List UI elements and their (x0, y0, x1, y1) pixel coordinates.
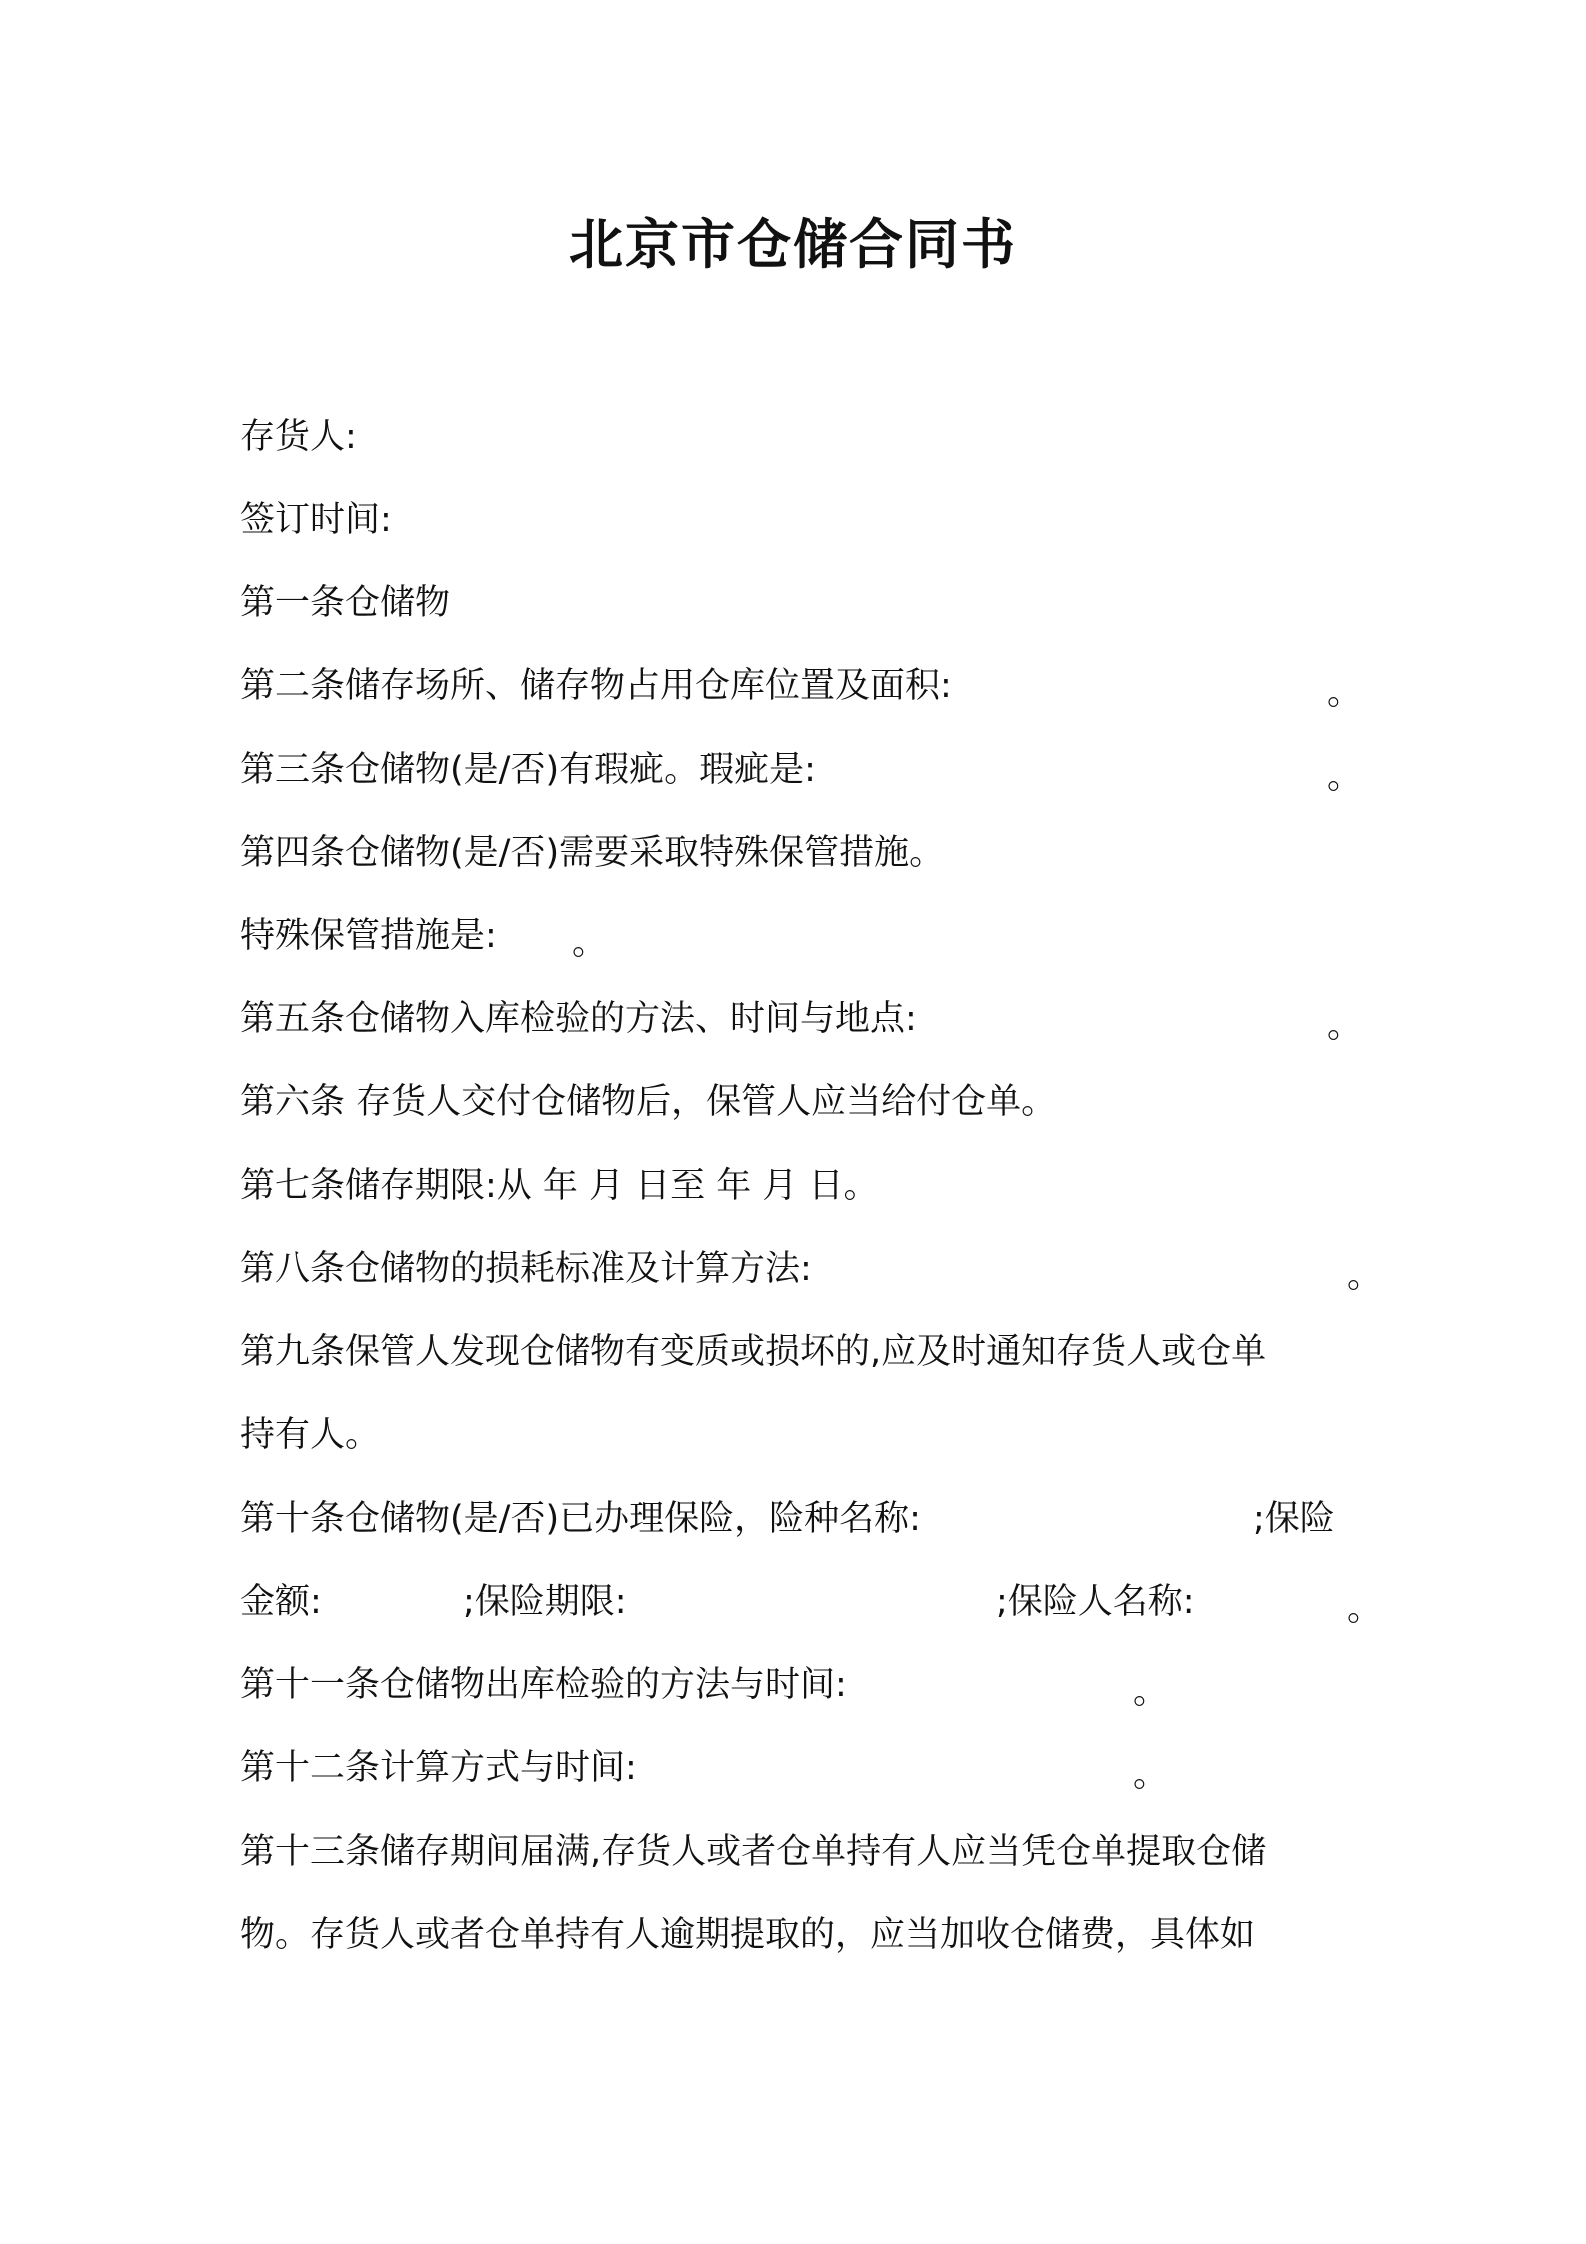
article-2-end-mark: 。 (1327, 673, 1363, 713)
article-4-special-measures: 特殊保管措施是: (240, 916, 497, 956)
depositor-line: 存货人: (240, 417, 357, 457)
article-10-insurer-label: ;保险人名称: (996, 1582, 1195, 1622)
article-13-line-2: 物。存货人或者仓单持有人逾期提取的，应当加收仓储费，具体如 (240, 1915, 1256, 1955)
article-10-line-1: 第十条仓储物(是/否)已办理保险，险种名称: (240, 1499, 921, 1539)
article-7: 第七条储存期限:从 年 月 日至 年 月 日。 (240, 1166, 879, 1206)
article-9-line-1: 第九条保管人发现仓储物有变质或损坏的,应及时通知存货人或仓单 (240, 1332, 1267, 1372)
article-9-line-2: 持有人。 (240, 1415, 381, 1455)
article-4: 第四条仓储物(是/否)需要采取特殊保管措施。 (240, 833, 945, 873)
document-title: 北京市仓储合同书 (569, 213, 1017, 276)
article-8: 第八条仓储物的损耗标准及计算方法: (240, 1249, 812, 1289)
article-3-end-mark: 。 (1327, 757, 1363, 797)
article-11: 第十一条仓储物出库检验的方法与时间: (240, 1665, 847, 1705)
article-1: 第一条仓储物 (240, 583, 451, 623)
article-3: 第三条仓储物(是/否)有瑕疵。瑕疵是: (240, 750, 816, 790)
article-6: 第六条 存货人交付仓储物后，保管人应当给付仓单。 (240, 1082, 1057, 1122)
article-12-end-mark: 。 (1133, 1755, 1169, 1795)
article-4-special-end-mark: 。 (572, 923, 608, 963)
article-12: 第十二条计算方式与时间: (240, 1748, 637, 1788)
article-10-insurance-label: ;保险 (1253, 1499, 1335, 1539)
article-8-end-mark: 。 (1347, 1256, 1383, 1296)
article-11-end-mark: 。 (1133, 1672, 1169, 1712)
article-13-line-1: 第十三条储存期间届满,存货人或者仓单持有人应当凭仓单提取仓储 (240, 1832, 1267, 1872)
sign-date-line: 签订时间: (240, 500, 392, 540)
article-10-period-label: ;保险期限: (463, 1582, 627, 1622)
article-5-end-mark: 。 (1327, 1006, 1363, 1046)
article-10-end-mark: 。 (1347, 1589, 1383, 1629)
article-2: 第二条储存场所、储存物占用仓库位置及面积: (240, 666, 952, 706)
article-10-amount-label: 金额: (240, 1582, 322, 1622)
article-5: 第五条仓储物入库检验的方法、时间与地点: (240, 999, 917, 1039)
